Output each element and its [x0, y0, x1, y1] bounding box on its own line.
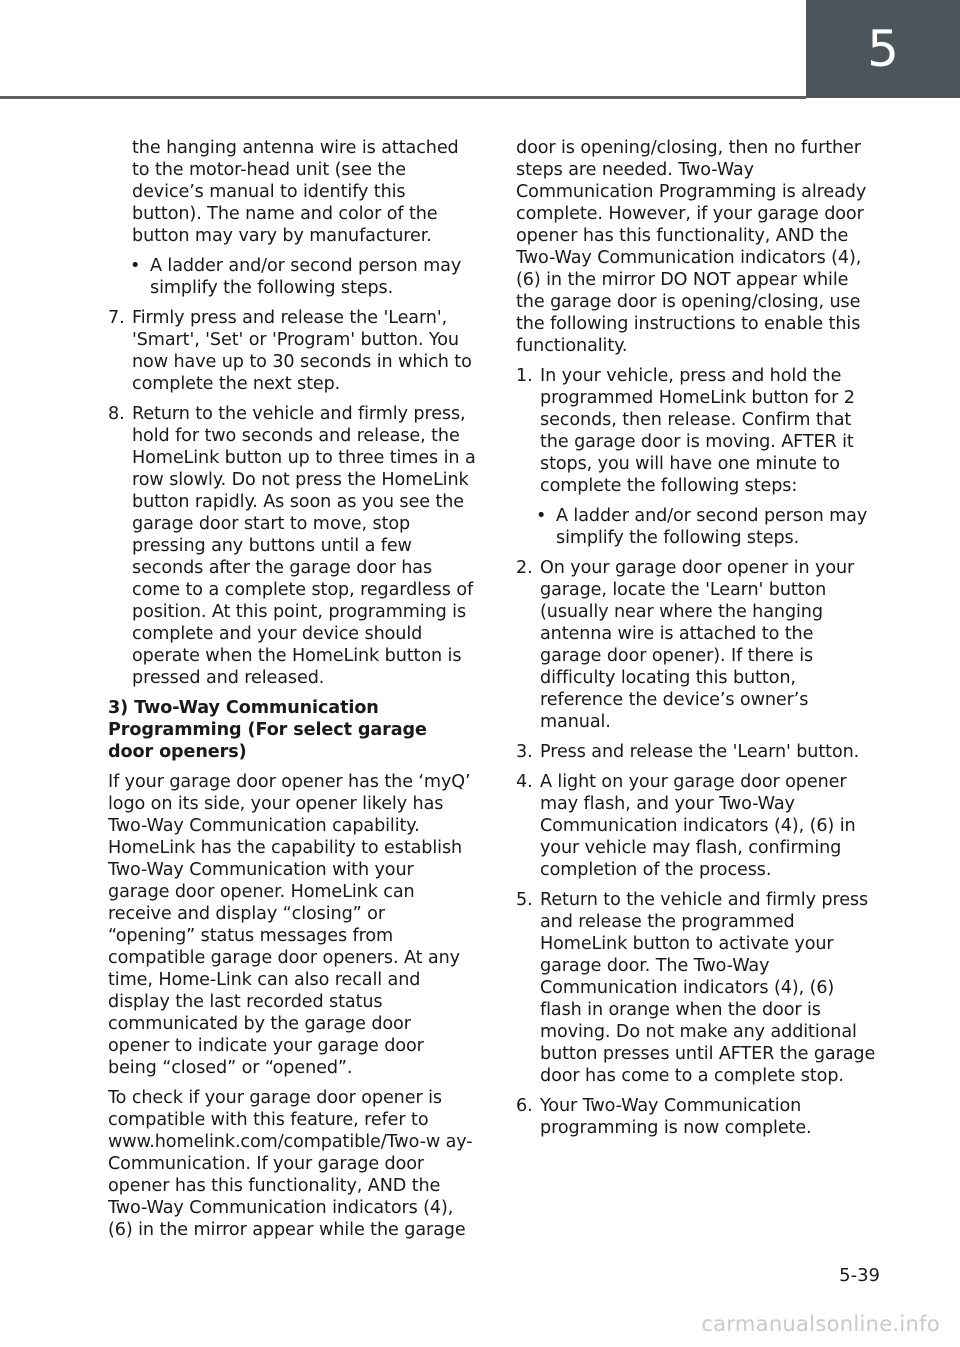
- step-number: 8.: [108, 404, 125, 424]
- step-number: 1.: [516, 366, 533, 386]
- bullet-text: A ladder and/or second person may simplify the following steps.: [150, 256, 462, 298]
- chapter-tab: [806, 0, 960, 98]
- section-heading: 3) Two-Way Communication Programming (For select garage door openers): [108, 698, 427, 762]
- step-6: [516, 1095, 880, 1139]
- paragraph-compatibility: To check if your garage door opener is compatible with this feature, refer to www.homelink.com/compatible/Two-w ay-Communication. If your garage door opener has this functionality, AND the Two-Way Communication indicators (4), (6) in the mirror appear while the garage: [108, 1088, 473, 1240]
- bullet-text: A ladder and/or second person may simplify the following steps.: [556, 506, 868, 548]
- bullet-item: [516, 505, 880, 549]
- right-column: [516, 137, 880, 1147]
- step-2: [516, 557, 880, 733]
- step-text: Firmly press and release the 'Learn', 'Smart', 'Set' or 'Program' button. You now have up to 30 seconds in which to complete the next step.: [132, 308, 472, 394]
- step-number: 6.: [516, 1096, 533, 1116]
- step-4: [516, 771, 880, 881]
- step-text: Your Two-Way Communication programming is now complete.: [540, 1096, 812, 1138]
- bullet-icon: •: [536, 506, 547, 526]
- continued-text: the hanging antenna wire is attached to the motor-head unit (see the device’s manual to identify this button). The name and color of the button may vary by manufacturer.: [132, 138, 459, 246]
- step-number: 3.: [516, 742, 533, 762]
- header-rule: [0, 96, 806, 99]
- step-number: 4.: [516, 772, 533, 792]
- step-8: [108, 403, 476, 689]
- step-3: [516, 741, 880, 763]
- step-text: A light on your garage door opener may flash, and your Two-Way Communication indicators (4), (6) in your vehicle may flash, confirming completion of the process.: [540, 772, 856, 880]
- step-text: Return to the vehicle and firmly press and release the programmed HomeLink button to activate your garage door. The Two-Way Communication indicators (4), (6) flash in orange when the door is moving. Do not make any additional button presses until AFTER the garage door has come to a complete stop.: [540, 890, 876, 1086]
- continued-text: door is opening/closing, then no further steps are needed. Two-Way Communication Programming is already complete. However, if your garage door opener has this functionality, AND the Two-Way Communication indicators (4), (6) in the mirror DO NOT appear while the garage door is opening/closing, use the following instructions to enable this functionality.: [516, 138, 867, 356]
- step-7: [108, 307, 476, 395]
- step-number: 2.: [516, 558, 533, 578]
- watermark: carmanualsonline.info: [701, 1312, 940, 1336]
- step-text: Press and release the 'Learn' button.: [540, 742, 860, 762]
- paragraph-myq: If your garage door opener has the ‘myQ’ logo on its side, your opener likely has Two-Way Communication capability. HomeLink has the capability to establish Two-Way Communication with your garage door opener. HomeLink can receive and display “closing” or “opening” status messages from compatible garage door openers. At any time, Home-Link can also recall and display the last recorded status communicated by the garage door opener to indicate your garage door being “closed” or “opened”.: [108, 772, 471, 1078]
- page-number: 5-39: [839, 1265, 880, 1286]
- step-text: Return to the vehicle and firmly press, hold for two seconds and release, the HomeLink button up to three times in a row slowly. Do not press the HomeLink button rapidly. As soon as you see the garage door start to move, stop pressing any buttons until a few seconds after the garage door has come to a complete stop, regardless of position. At this point, programming is complete and your device should operate when the HomeLink button is pressed and released.: [132, 404, 476, 688]
- step-5: [516, 889, 880, 1087]
- step-1: [516, 365, 880, 497]
- bullet-icon: •: [130, 256, 141, 276]
- step-number: 7.: [108, 308, 125, 328]
- chapter-number: 5: [867, 20, 899, 78]
- step-text: In your vehicle, press and hold the programmed HomeLink button for 2 seconds, then release. Confirm that the garage door is moving. AFTER it stops, you will have one minute to complete the following steps:: [540, 366, 855, 496]
- step-number: 5.: [516, 890, 533, 910]
- left-column: [108, 137, 476, 1249]
- step-text: On your garage door opener in your garage, locate the 'Learn' button (usually near where the hanging antenna wire is attached to the garage door opener). If there is difficulty locating this button, reference the device’s owner’s manual.: [540, 558, 855, 732]
- bullet-item: [108, 255, 476, 299]
